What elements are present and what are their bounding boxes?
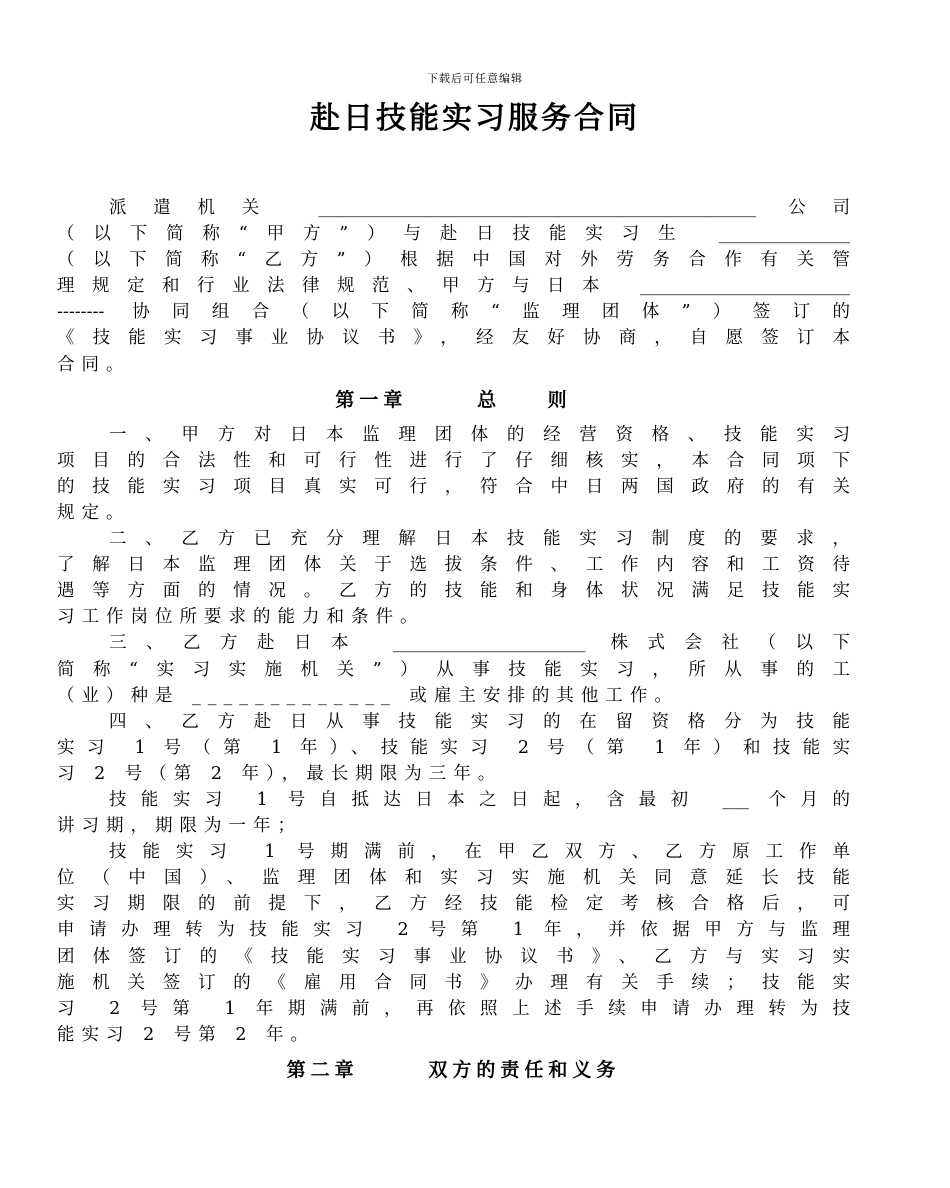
document-title: 赴日技能实习服务合同 bbox=[310, 101, 640, 136]
preamble-line: 派遣机关 __________________________________________________ 公司 bbox=[109, 198, 850, 218]
clause-line: 技能实习 1 号自抵达日本之日起，含最初 ___ 个月的 bbox=[109, 789, 850, 810]
clause-line: 申请办理转为技能实习 2 号第 1 年，并依据甲方与监理 bbox=[57, 920, 850, 941]
preamble-line: （以下简称“甲方”）与赴日技能实习生 _______________ bbox=[57, 224, 850, 245]
clause-line: 四、乙方赴日从事技能实习的在留资格分为技能 bbox=[109, 711, 850, 732]
clause-1 bbox=[57, 422, 850, 526]
clause-line: 习 2 号第 1 年期满前，再依照上述手续申请办理转为技 bbox=[57, 998, 850, 1019]
clause-line: 能实习 2 号第 2 年。 bbox=[57, 1024, 316, 1045]
clause-line: （业）种是 _____________ 或雇主安排的其他工作。 bbox=[57, 685, 679, 706]
clause-4-paragraph-2 bbox=[57, 787, 850, 839]
clause-line: 实习 1 号（第 1 年）、技能实习 2 号（第 1 年）和技能实 bbox=[57, 737, 850, 758]
preamble-line: 《技能实习事业协议书》，经友好协商，自愿签订本 bbox=[57, 328, 850, 349]
clause-line: 施机关签订的《雇用合同书》办理有关手续；技能实 bbox=[57, 972, 850, 993]
clause-4 bbox=[57, 709, 850, 787]
preamble-line: 合同。 bbox=[57, 354, 131, 375]
header-note: 下载后可任意编辑 bbox=[427, 72, 523, 85]
clause-4-paragraph-3 bbox=[57, 839, 850, 1048]
clause-line: 团体签订的《技能实习事业协议书》、乙方与实习实 bbox=[57, 946, 850, 967]
clause-line: 二、乙方已充分理解日本技能实习制度的要求， bbox=[109, 529, 850, 550]
clause-line: 习工作岗位所要求的能力和条件。 bbox=[57, 607, 425, 628]
clause-line: 技能实习 1 号期满前，在甲乙双方、乙方原工作单 bbox=[109, 842, 850, 863]
clause-line: 三、乙方赴日本 ______________________ 株式会社（以下 bbox=[109, 633, 850, 654]
clause-line: 习 2 号（第 2 年），最长期限为三年。 bbox=[57, 763, 503, 784]
clause-line: 一、甲方对日本监理团体的经营资格、技能实习 bbox=[109, 424, 850, 445]
clause-line: 规定。 bbox=[57, 502, 131, 523]
clause-3 bbox=[57, 630, 850, 708]
clause-line: 的技能实习项目真实可行，符合中日两国政府的有关 bbox=[57, 476, 850, 497]
clause-line: 简称“实习实施机关”）从事技能实习，所从事的工 bbox=[57, 659, 850, 680]
preamble-line: -------- 协同组合（以下简称“监理团体”）签订的 bbox=[57, 302, 850, 323]
clause-line: 实习期限的前提下，乙方经技能检定考核合格后，可 bbox=[57, 894, 850, 915]
preamble bbox=[57, 195, 850, 378]
preamble-line: （以下简称“乙方”）根据中国对外劳务合作有关管 bbox=[57, 250, 850, 271]
clause-line: 位（中国）、监理团体和实习实施机关同意延长技能 bbox=[57, 868, 850, 889]
preamble-line: 理规定和行业法律规范、甲方与日本 ________________________ bbox=[57, 276, 850, 297]
clause-line: 了解日本监理团体关于选拔条件、工作内容和工资待 bbox=[57, 555, 850, 576]
chapter-2-heading: 第二章 双方的责任和义务 bbox=[286, 1058, 621, 1081]
clause-line: 遇等方面的情况。乙方的技能和身体状况满足技能实 bbox=[57, 581, 850, 602]
clause-line: 项目的合法性和可行性进行了仔细核实，本合同项下 bbox=[57, 450, 850, 471]
chapter-1-heading: 第一章 总 则 bbox=[335, 388, 572, 411]
contract-body bbox=[57, 195, 850, 1092]
clause-line: 讲习期，期限为一年； bbox=[57, 816, 302, 837]
clause-2 bbox=[57, 526, 850, 630]
